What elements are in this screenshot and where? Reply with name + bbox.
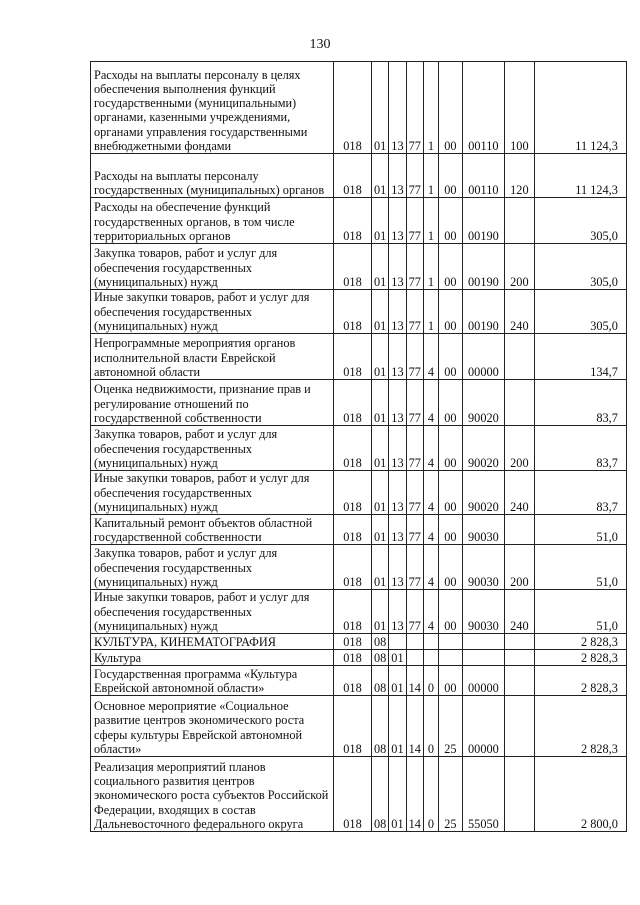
page-number: 130 (309, 37, 331, 52)
target-code-item: 90030 (462, 590, 504, 634)
subsection-code: 13 (389, 244, 406, 290)
subsection-code (389, 634, 406, 650)
row-name: Государственная программа «Культура Еврейской автономной области» (91, 666, 334, 696)
target-code-program: 77 (406, 471, 423, 515)
row-name: Иные закупки товаров, работ и услуг для обеспечения государственных (муниципальных) нужд (91, 590, 334, 634)
row-name: Закупка товаров, работ и услуг для обеспечения государственных (муниципальных) нужд (91, 426, 334, 471)
target-code-subprogram: 4 (423, 590, 438, 634)
amount: 2 828,3 (534, 666, 626, 696)
target-code-subprogram: 4 (423, 426, 438, 471)
table-row (91, 154, 627, 198)
subsection-code: 13 (389, 380, 406, 426)
amount: 134,7 (534, 334, 626, 380)
section-code: 01 (372, 334, 389, 380)
target-code-direction: 00 (438, 380, 462, 426)
row-name: Культура (91, 650, 334, 666)
target-code-program: 14 (406, 696, 423, 757)
amount: 2 800,0 (534, 757, 626, 832)
amount: 2 828,3 (534, 634, 626, 650)
grbs-code: 018 (334, 290, 372, 334)
expense-type-code: 120 (504, 154, 534, 198)
target-code-subprogram: 4 (423, 334, 438, 380)
subsection-code: 13 (389, 471, 406, 515)
table-row (91, 290, 627, 334)
target-code-item: 00110 (462, 154, 504, 198)
amount: 11 124,3 (534, 154, 626, 198)
expense-type-code: 240 (504, 471, 534, 515)
grbs-code: 018 (334, 590, 372, 634)
target-code-subprogram: 0 (423, 696, 438, 757)
expense-type-code (504, 380, 534, 426)
section-code: 01 (372, 471, 389, 515)
section-code: 01 (372, 545, 389, 590)
target-code-item: 90020 (462, 471, 504, 515)
grbs-code: 018 (334, 650, 372, 666)
subsection-code: 13 (389, 334, 406, 380)
target-code-subprogram: 1 (423, 198, 438, 244)
target-code-subprogram (423, 650, 438, 666)
target-code-direction: 00 (438, 590, 462, 634)
section-code: 01 (372, 244, 389, 290)
grbs-code: 018 (334, 426, 372, 471)
row-name: Расходы на выплаты персоналу государственных (муниципальных) органов (91, 154, 334, 198)
target-code-direction (438, 634, 462, 650)
amount: 11 124,3 (534, 62, 626, 154)
table-row (91, 334, 627, 380)
subsection-code: 13 (389, 515, 406, 545)
subsection-code: 01 (389, 757, 406, 832)
target-code-item: 00000 (462, 696, 504, 757)
target-code-subprogram: 0 (423, 757, 438, 832)
expense-type-code (504, 515, 534, 545)
section-code: 01 (372, 62, 389, 154)
target-code-direction: 00 (438, 666, 462, 696)
section-code: 01 (372, 515, 389, 545)
expense-type-code: 240 (504, 590, 534, 634)
section-code: 08 (372, 757, 389, 832)
subsection-code: 13 (389, 590, 406, 634)
table-row (91, 666, 627, 696)
row-name: КУЛЬТУРА, КИНЕМАТОГРАФИЯ (91, 634, 334, 650)
table-row (91, 198, 627, 244)
amount: 2 828,3 (534, 650, 626, 666)
section-code: 01 (372, 290, 389, 334)
target-code-subprogram: 0 (423, 666, 438, 696)
target-code-program: 14 (406, 757, 423, 832)
expense-type-code: 100 (504, 62, 534, 154)
grbs-code: 018 (334, 634, 372, 650)
expense-type-code (504, 650, 534, 666)
subsection-code: 13 (389, 62, 406, 154)
amount: 83,7 (534, 471, 626, 515)
grbs-code: 018 (334, 666, 372, 696)
section-code: 08 (372, 634, 389, 650)
amount: 2 828,3 (534, 696, 626, 757)
grbs-code: 018 (334, 198, 372, 244)
table-row (91, 515, 627, 545)
table-row (91, 757, 627, 832)
subsection-code: 01 (389, 696, 406, 757)
target-code-item: 00000 (462, 666, 504, 696)
row-name: Иные закупки товаров, работ и услуг для обеспечения государственных (муниципальных) нужд (91, 471, 334, 515)
grbs-code: 018 (334, 154, 372, 198)
target-code-item: 90020 (462, 380, 504, 426)
target-code-direction (438, 650, 462, 666)
section-code: 08 (372, 666, 389, 696)
subsection-code: 13 (389, 290, 406, 334)
target-code-item (462, 650, 504, 666)
target-code-direction: 00 (438, 154, 462, 198)
target-code-subprogram: 1 (423, 62, 438, 154)
table-row (91, 471, 627, 515)
target-code-item: 90020 (462, 426, 504, 471)
target-code-item: 55050 (462, 757, 504, 832)
target-code-subprogram (423, 634, 438, 650)
row-name: Основное мероприятие «Социальное развитие центров экономического роста сферы культуры Еврейской автономной области» (91, 696, 334, 757)
target-code-item: 90030 (462, 515, 504, 545)
target-code-direction: 00 (438, 426, 462, 471)
budget-table (90, 61, 627, 832)
subsection-code: 13 (389, 198, 406, 244)
target-code-subprogram: 4 (423, 545, 438, 590)
row-name: Расходы на обеспечение функций государственных органов, в том числе территориальных органов (91, 198, 334, 244)
expense-type-code (504, 666, 534, 696)
target-code-program (406, 634, 423, 650)
target-code-program: 77 (406, 244, 423, 290)
subsection-code: 13 (389, 545, 406, 590)
target-code-program: 77 (406, 380, 423, 426)
section-code: 01 (372, 426, 389, 471)
table-row (91, 590, 627, 634)
target-code-subprogram: 4 (423, 471, 438, 515)
table-row (91, 634, 627, 650)
grbs-code: 018 (334, 471, 372, 515)
expense-type-code (504, 334, 534, 380)
expense-type-code (504, 198, 534, 244)
subsection-code: 13 (389, 154, 406, 198)
target-code-item: 00000 (462, 334, 504, 380)
grbs-code: 018 (334, 334, 372, 380)
expense-type-code (504, 757, 534, 832)
amount: 51,0 (534, 545, 626, 590)
amount: 51,0 (534, 515, 626, 545)
target-code-item: 00190 (462, 198, 504, 244)
target-code-direction: 00 (438, 198, 462, 244)
expense-type-code: 200 (504, 426, 534, 471)
row-name: Иные закупки товаров, работ и услуг для обеспечения государственных (муниципальных) нужд (91, 290, 334, 334)
section-code: 08 (372, 650, 389, 666)
target-code-item: 00190 (462, 290, 504, 334)
target-code-subprogram: 4 (423, 380, 438, 426)
target-code-item: 00190 (462, 244, 504, 290)
row-name: Закупка товаров, работ и услуг для обеспечения государственных (муниципальных) нужд (91, 545, 334, 590)
amount: 305,0 (534, 198, 626, 244)
subsection-code: 01 (389, 666, 406, 696)
grbs-code: 018 (334, 515, 372, 545)
amount: 83,7 (534, 426, 626, 471)
expense-type-code (504, 696, 534, 757)
target-code-program: 77 (406, 426, 423, 471)
grbs-code: 018 (334, 244, 372, 290)
section-code: 01 (372, 154, 389, 198)
target-code-item: 90030 (462, 545, 504, 590)
target-code-program: 77 (406, 545, 423, 590)
target-code-direction: 00 (438, 290, 462, 334)
target-code-subprogram: 1 (423, 244, 438, 290)
row-name: Реализация мероприятий планов социального развития центров экономического роста субъектов Российской Федерации, входящих в состав Дальневосточного федерального округа (91, 757, 334, 832)
grbs-code: 018 (334, 757, 372, 832)
amount: 51,0 (534, 590, 626, 634)
section-code: 08 (372, 696, 389, 757)
target-code-direction: 00 (438, 334, 462, 380)
target-code-direction: 00 (438, 515, 462, 545)
amount: 83,7 (534, 380, 626, 426)
target-code-subprogram: 1 (423, 154, 438, 198)
target-code-program: 77 (406, 334, 423, 380)
expense-type-code (504, 634, 534, 650)
table-row (91, 650, 627, 666)
amount: 305,0 (534, 244, 626, 290)
target-code-program: 77 (406, 62, 423, 154)
table-row (91, 62, 627, 154)
target-code-program: 77 (406, 290, 423, 334)
target-code-program (406, 650, 423, 666)
target-code-program: 77 (406, 590, 423, 634)
section-code: 01 (372, 198, 389, 244)
target-code-direction: 25 (438, 696, 462, 757)
target-code-subprogram: 4 (423, 515, 438, 545)
expense-type-code: 200 (504, 244, 534, 290)
grbs-code: 018 (334, 62, 372, 154)
table-row (91, 244, 627, 290)
target-code-direction: 00 (438, 471, 462, 515)
table-row (91, 380, 627, 426)
target-code-subprogram: 1 (423, 290, 438, 334)
target-code-direction: 00 (438, 62, 462, 154)
target-code-program: 77 (406, 154, 423, 198)
table-row (91, 426, 627, 471)
row-name: Закупка товаров, работ и услуг для обеспечения государственных (муниципальных) нужд (91, 244, 334, 290)
section-code: 01 (372, 380, 389, 426)
target-code-program: 77 (406, 198, 423, 244)
target-code-direction: 00 (438, 244, 462, 290)
target-code-item (462, 634, 504, 650)
grbs-code: 018 (334, 696, 372, 757)
row-name: Расходы на выплаты персоналу в целях обеспечения выполнения функций государственными (муниципальными) органами, казенными учреждениями, органами управления государственными внебюджетными фондами (91, 62, 334, 154)
section-code: 01 (372, 590, 389, 634)
expense-type-code: 200 (504, 545, 534, 590)
grbs-code: 018 (334, 380, 372, 426)
target-code-program: 77 (406, 515, 423, 545)
subsection-code: 01 (389, 650, 406, 666)
expense-type-code: 240 (504, 290, 534, 334)
row-name: Оценка недвижимости, признание прав и регулирование отношений по государственной собственности (91, 380, 334, 426)
target-code-item: 00110 (462, 62, 504, 154)
row-name: Непрограммные мероприятия органов исполнительной власти Еврейской автономной области (91, 334, 334, 380)
grbs-code: 018 (334, 545, 372, 590)
table-row (91, 545, 627, 590)
row-name: Капитальный ремонт объектов областной государственной собственности (91, 515, 334, 545)
table-row (91, 696, 627, 757)
subsection-code: 13 (389, 426, 406, 471)
amount: 305,0 (534, 290, 626, 334)
target-code-direction: 25 (438, 757, 462, 832)
target-code-program: 14 (406, 666, 423, 696)
target-code-direction: 00 (438, 545, 462, 590)
